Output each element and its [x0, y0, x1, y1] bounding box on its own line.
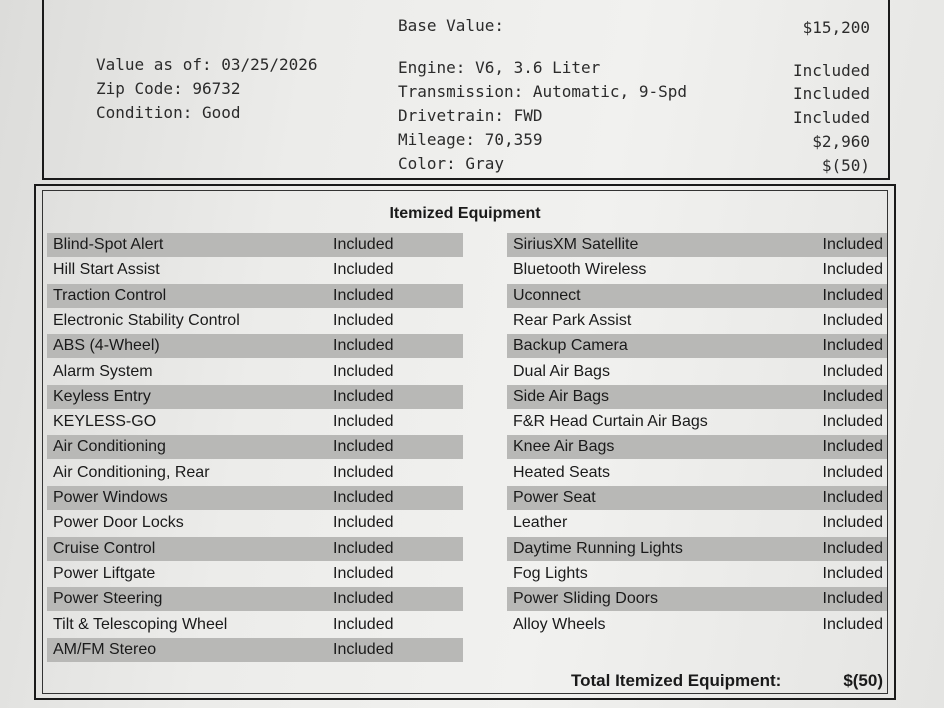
- equipment-name: Fog Lights: [513, 564, 588, 582]
- equipment-status: Included: [822, 539, 883, 557]
- equipment-status: Included: [822, 311, 883, 329]
- equipment-row: [507, 537, 887, 561]
- equipment-row: [507, 486, 887, 510]
- option-label: Mileage: 70,359: [398, 130, 543, 149]
- equipment-row: [47, 435, 463, 459]
- equipment-row: [47, 511, 463, 535]
- equipment-row: [507, 435, 887, 459]
- equipment-row: [47, 233, 463, 257]
- equipment-status: Included: [333, 564, 394, 582]
- equipment-name: Knee Air Bags: [513, 438, 615, 456]
- equipment-name: Dual Air Bags: [513, 362, 610, 380]
- equipment-status: Included: [822, 387, 883, 405]
- equipment-status: Included: [333, 236, 394, 253]
- equipment-name: Heated Seats: [513, 463, 610, 481]
- equipment-status: Included: [822, 413, 883, 431]
- option-label: Transmission: Automatic, 9-Spd: [398, 82, 687, 101]
- equipment-row: [47, 309, 463, 333]
- equipment-name: Leather: [513, 514, 568, 532]
- equipment-status: Included: [333, 615, 394, 633]
- equipment-status: Included: [822, 438, 883, 456]
- equipment-status: Included: [822, 261, 883, 279]
- option-label: Engine: V6, 3.6 Liter: [398, 58, 601, 77]
- total-value: $(50): [843, 671, 883, 690]
- equipment-status: Included: [333, 286, 394, 304]
- equipment-row: [507, 562, 887, 586]
- equipment-row: [47, 410, 463, 434]
- equipment-status: Included: [822, 564, 883, 582]
- option-value: Included: [792, 84, 870, 103]
- equipment-status: Included: [333, 311, 394, 329]
- condition: Condition: Good: [96, 103, 241, 122]
- equipment-title: Itemized Equipment: [389, 205, 541, 222]
- equipment-status: Included: [333, 261, 394, 279]
- equipment-name: Air Conditioning, Rear: [53, 463, 210, 481]
- value-as-of: Value as of: 03/25/2026: [96, 55, 318, 74]
- equipment-row: [507, 461, 887, 485]
- equipment-row: [47, 258, 463, 282]
- equipment-status: Included: [822, 463, 883, 481]
- equipment-status: Included: [822, 362, 883, 380]
- equipment-row: [47, 638, 463, 662]
- equipment-row: [47, 562, 463, 586]
- equipment-status: Included: [333, 640, 394, 658]
- equipment-row: [507, 613, 887, 637]
- equipment-name: Rear Park Assist: [513, 311, 632, 329]
- equipment-name: Air Conditioning: [53, 438, 166, 456]
- equipment-name: Cruise Control: [53, 539, 156, 557]
- equipment-row: [47, 587, 463, 611]
- equipment-name: Blind-Spot Alert: [53, 236, 164, 253]
- equipment-status: Included: [822, 615, 883, 633]
- equipment-status: Included: [822, 236, 883, 253]
- equipment-row: [47, 284, 463, 308]
- equipment-row: [507, 511, 887, 535]
- equipment-status: Included: [333, 514, 394, 532]
- equipment-status: Included: [333, 489, 394, 506]
- option-value: $2,960: [812, 132, 870, 151]
- equipment-row: [507, 334, 887, 358]
- equipment-name: Daytime Running Lights: [513, 539, 683, 557]
- valuation-summary-box: [42, 0, 890, 180]
- equipment-name: ABS (4-Wheel): [53, 337, 160, 355]
- equipment-name: SiriusXM Satellite: [513, 236, 639, 253]
- equipment-status: Included: [333, 413, 394, 431]
- equipment-status: Included: [333, 438, 394, 456]
- option-value: Included: [792, 108, 870, 127]
- equipment-status: Included: [822, 286, 883, 304]
- equipment-name: Power Steering: [53, 590, 163, 608]
- equipment-name: F&R Head Curtain Air Bags: [513, 413, 708, 431]
- equipment-status: Included: [333, 337, 394, 355]
- equipment-name: Keyless Entry: [53, 387, 151, 405]
- equipment-name: Electronic Stability Control: [53, 311, 240, 329]
- equipment-row: [507, 385, 887, 409]
- equipment-name: Side Air Bags: [513, 387, 610, 405]
- equipment-table-frame: [42, 190, 888, 694]
- equipment-name: AM/FM Stereo: [53, 640, 157, 658]
- base-value-label: Base Value:: [398, 16, 504, 35]
- equipment-name: Backup Camera: [513, 337, 628, 355]
- equipment-status: Included: [822, 590, 883, 608]
- equipment-name: Power Door Locks: [53, 514, 184, 532]
- equipment-name: Traction Control: [53, 286, 167, 304]
- equipment-row: [47, 461, 463, 485]
- equipment-status: Included: [333, 387, 394, 405]
- equipment-name: Tilt & Telescoping Wheel: [53, 615, 228, 633]
- equipment-name: Alarm System: [53, 362, 153, 380]
- equipment-status: Included: [333, 590, 394, 608]
- equipment-row: [507, 258, 887, 282]
- equipment-row: [507, 360, 887, 384]
- equipment-row: [507, 587, 887, 611]
- equipment-status: Included: [822, 489, 883, 506]
- equipment-name: Hill Start Assist: [53, 261, 160, 279]
- equipment-status: Included: [333, 362, 394, 380]
- equipment-name: Power Sliding Doors: [513, 590, 658, 608]
- option-value: Included: [792, 61, 870, 80]
- equipment-status: Included: [822, 514, 883, 532]
- equipment-name: Power Seat: [513, 489, 596, 506]
- equipment-name: KEYLESS-GO: [53, 413, 157, 431]
- equipment-name: Power Windows: [53, 489, 168, 506]
- total-label: Total Itemized Equipment:: [571, 671, 782, 690]
- option-label: Drivetrain: FWD: [398, 106, 543, 125]
- equipment-row: [507, 233, 887, 257]
- equipment-row: [507, 309, 887, 333]
- equipment-row: [507, 410, 887, 434]
- equipment-row: [47, 537, 463, 561]
- zip-code: Zip Code: 96732: [96, 79, 241, 98]
- equipment-name: Bluetooth Wireless: [513, 261, 647, 279]
- equipment-row: [507, 284, 887, 308]
- equipment-name: Alloy Wheels: [513, 615, 606, 633]
- itemized-equipment-table: [34, 184, 896, 700]
- equipment-row: [47, 360, 463, 384]
- equipment-status: Included: [333, 539, 394, 557]
- equipment-row: [47, 334, 463, 358]
- equipment-status: Included: [822, 337, 883, 355]
- equipment-row: [47, 486, 463, 510]
- equipment-status: Included: [333, 463, 394, 481]
- equipment-row: [47, 613, 463, 637]
- option-value: $(50): [821, 156, 870, 175]
- base-value: $15,200: [802, 18, 870, 37]
- option-label: Color: Gray: [398, 154, 504, 173]
- equipment-name: Power Liftgate: [53, 564, 156, 582]
- equipment-row: [47, 385, 463, 409]
- equipment-name: Uconnect: [513, 286, 581, 304]
